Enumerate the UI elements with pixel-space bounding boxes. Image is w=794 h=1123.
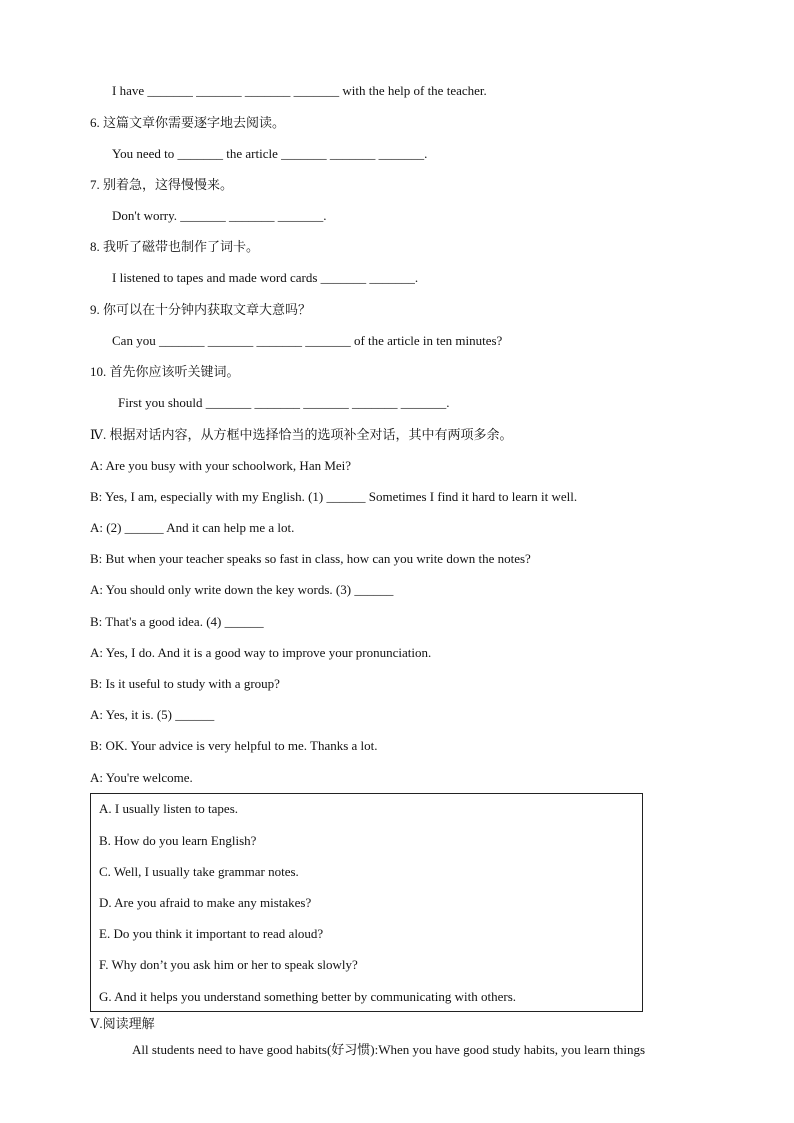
q7-prompt: 7. 别着急，这得慢慢来。 (90, 177, 234, 192)
dialogue-line: A: You're welcome. (90, 770, 193, 785)
section-4-heading: Ⅳ. 根据对话内容，从方框中选择恰当的选项补全对话，其中有两项多余。 (90, 427, 513, 442)
dialogue-line: B: OK. Your advice is very helpful to me. Thanks a lot. (90, 738, 378, 753)
q8-answer-line: I listened to tapes and made word cards _______ _______. (112, 270, 419, 285)
dialogue-line: A: You should only write down the key words. (3) ______ (90, 582, 394, 597)
dialogue-line: A: Yes, I do. And it is a good way to improve your pronunciation. (90, 645, 432, 660)
section-5-heading: Ⅴ.阅读理解 (90, 1016, 155, 1031)
dialogue-line: B: Is it useful to study with a group? (90, 676, 280, 691)
q8-prompt: 8. 我听了磁带也制作了词卡。 (90, 239, 260, 254)
option-item: G. And it helps you understand something better by communicating with others. (99, 989, 517, 1004)
dialogue-line: B: Yes, I am, especially with my English. (1) ______ Sometimes I find it hard to learn it well. (90, 489, 578, 504)
q7-answer-line: Don't worry. _______ _______ _______. (112, 208, 327, 223)
q10-prompt: 10. 首先你应该听关键词。 (90, 364, 240, 379)
option-item: B. How do you learn English? (99, 833, 257, 848)
option-item: F. Why don’t you ask him or her to speak slowly? (99, 957, 358, 972)
q10-answer-line: First you should _______ _______ _______ _______ _______. (118, 395, 450, 410)
dialogue-line: A: Are you busy with your schoolwork, Han Mei? (90, 458, 352, 473)
q9-answer-line: Can you _______ _______ _______ _______ of the article in ten minutes? (112, 333, 503, 348)
dialogue-line: B: That's a good idea. (4) ______ (90, 614, 264, 629)
dialogue-line: B: But when your teacher speaks so fast in class, how can you write down the notes? (90, 551, 531, 566)
q5-answer-line: I have _______ _______ _______ _______ with the help of the teacher. (112, 83, 487, 98)
q6-answer-line: You need to _______ the article _______ _______ _______. (112, 146, 428, 161)
option-item: D. Are you afraid to make any mistakes? (99, 895, 312, 910)
option-item: C. Well, I usually take grammar notes. (99, 864, 299, 879)
option-item: E. Do you think it important to read aloud? (99, 926, 324, 941)
option-item: A. I usually listen to tapes. (99, 801, 239, 816)
q6-prompt: 6. 这篇文章你需要逐字地去阅读。 (90, 115, 286, 130)
dialogue-line: A: Yes, it is. (5) ______ (90, 707, 215, 722)
reading-paragraph: All students need to have good habits(好习惯):When you have good study habits, you learn things (132, 1042, 646, 1057)
q9-prompt: 9. 你可以在十分钟内获取文章大意吗？ (90, 302, 312, 317)
dialogue-line: A: (2) ______ And it can help me a lot. (90, 520, 295, 535)
